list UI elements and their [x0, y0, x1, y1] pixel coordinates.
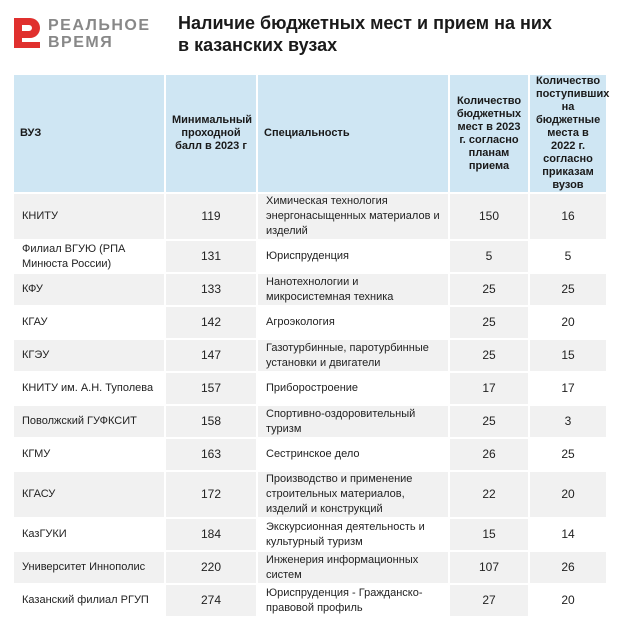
- header-budget-places: Количество бюджетных мест в 2023 г. согласно планам приема: [449, 74, 529, 193]
- cell-admitted: 14: [529, 518, 607, 551]
- cell-university: КНИТУ: [13, 193, 165, 240]
- cell-min-score: 184: [165, 518, 257, 551]
- cell-specialty: Юриспруденция - Гражданско-правовой профиль: [257, 584, 449, 617]
- cell-min-score: 131: [165, 240, 257, 273]
- page-title: [178, 12, 608, 56]
- logo-text: [48, 17, 151, 51]
- cell-specialty: Инженерия информационных систем: [257, 551, 449, 584]
- cell-admitted: 3: [529, 405, 607, 438]
- cell-university: КГАСУ: [13, 471, 165, 518]
- cell-specialty: Приборостроение: [257, 372, 449, 405]
- cell-admitted: 25: [529, 273, 607, 306]
- cell-min-score: 147: [165, 339, 257, 372]
- cell-admitted: 25: [529, 438, 607, 471]
- logo-line-1: РЕАЛЬНОЕ: [48, 17, 151, 34]
- cell-admitted: 26: [529, 551, 607, 584]
- cell-university: КФУ: [13, 273, 165, 306]
- table-row: [13, 372, 607, 405]
- cell-min-score: 119: [165, 193, 257, 240]
- cell-places: 25: [449, 306, 529, 339]
- table-header-row: [13, 74, 607, 193]
- cell-places: 25: [449, 405, 529, 438]
- cell-university: КазГУКИ: [13, 518, 165, 551]
- cell-min-score: 142: [165, 306, 257, 339]
- cell-places: 27: [449, 584, 529, 617]
- cell-places: 150: [449, 193, 529, 240]
- cell-places: 5: [449, 240, 529, 273]
- cell-places: 15: [449, 518, 529, 551]
- cell-university: КНИТУ им. А.Н. Туполева: [13, 372, 165, 405]
- table-row: [13, 306, 607, 339]
- cell-university: КГМУ: [13, 438, 165, 471]
- universities-table: [12, 73, 608, 618]
- table-row: [13, 339, 607, 372]
- cell-specialty: Химическая технология энергонасыщенных материалов и изделий: [257, 193, 449, 240]
- table-row: [13, 518, 607, 551]
- cell-places: 25: [449, 339, 529, 372]
- logo-mark-icon: [12, 16, 42, 50]
- cell-min-score: 220: [165, 551, 257, 584]
- header-specialty: Специальность: [257, 74, 449, 193]
- table-row: [13, 438, 607, 471]
- cell-admitted: 17: [529, 372, 607, 405]
- cell-specialty: Нанотехнологии и микросистемная техника: [257, 273, 449, 306]
- cell-admitted: 20: [529, 584, 607, 617]
- cell-places: 26: [449, 438, 529, 471]
- cell-min-score: 158: [165, 405, 257, 438]
- cell-places: 22: [449, 471, 529, 518]
- cell-specialty: Спортивно-оздоровительный туризм: [257, 405, 449, 438]
- cell-university: Университет Иннополис: [13, 551, 165, 584]
- table-row: [13, 584, 607, 617]
- table-row: [13, 240, 607, 273]
- header-min-score: Минимальный проходной балл в 2023 г: [165, 74, 257, 193]
- table-row: [13, 551, 607, 584]
- cell-admitted: 20: [529, 471, 607, 518]
- header-university: ВУЗ: [13, 74, 165, 193]
- cell-min-score: 157: [165, 372, 257, 405]
- cell-specialty: Экскурсионная деятельность и культурный туризм: [257, 518, 449, 551]
- cell-min-score: 274: [165, 584, 257, 617]
- table-row: [13, 471, 607, 518]
- cell-admitted: 15: [529, 339, 607, 372]
- brand-logo: [12, 14, 162, 54]
- cell-university: КГАУ: [13, 306, 165, 339]
- cell-admitted: 20: [529, 306, 607, 339]
- cell-specialty: Газотурбинные, паротурбинные установки и двигатели: [257, 339, 449, 372]
- cell-specialty: Производство и применение строительных материалов, изделий и конструкций: [257, 471, 449, 518]
- header-admitted: Количество поступивших на бюджетные места в 2022 г. согласно приказам вузов: [529, 74, 607, 193]
- cell-min-score: 133: [165, 273, 257, 306]
- cell-admitted: 5: [529, 240, 607, 273]
- cell-specialty: Юриспруденция: [257, 240, 449, 273]
- cell-places: 107: [449, 551, 529, 584]
- logo-line-2: ВРЕМЯ: [48, 34, 114, 51]
- cell-university: Казанский филиал РГУП: [13, 584, 165, 617]
- cell-min-score: 163: [165, 438, 257, 471]
- cell-university: КГЭУ: [13, 339, 165, 372]
- title-line-1: Наличие бюджетных мест и прием на них: [178, 13, 552, 33]
- cell-specialty: Сестринское дело: [257, 438, 449, 471]
- cell-places: 25: [449, 273, 529, 306]
- table-row: [13, 193, 607, 240]
- cell-university: Поволжский ГУФКСИТ: [13, 405, 165, 438]
- title-line-2: в казанских вузах: [178, 35, 338, 55]
- table-row: [13, 405, 607, 438]
- cell-admitted: 16: [529, 193, 607, 240]
- cell-min-score: 172: [165, 471, 257, 518]
- cell-specialty: Агроэкология: [257, 306, 449, 339]
- table-row: [13, 273, 607, 306]
- cell-places: 17: [449, 372, 529, 405]
- cell-university: Филиал ВГУЮ (РПА Минюста России): [13, 240, 165, 273]
